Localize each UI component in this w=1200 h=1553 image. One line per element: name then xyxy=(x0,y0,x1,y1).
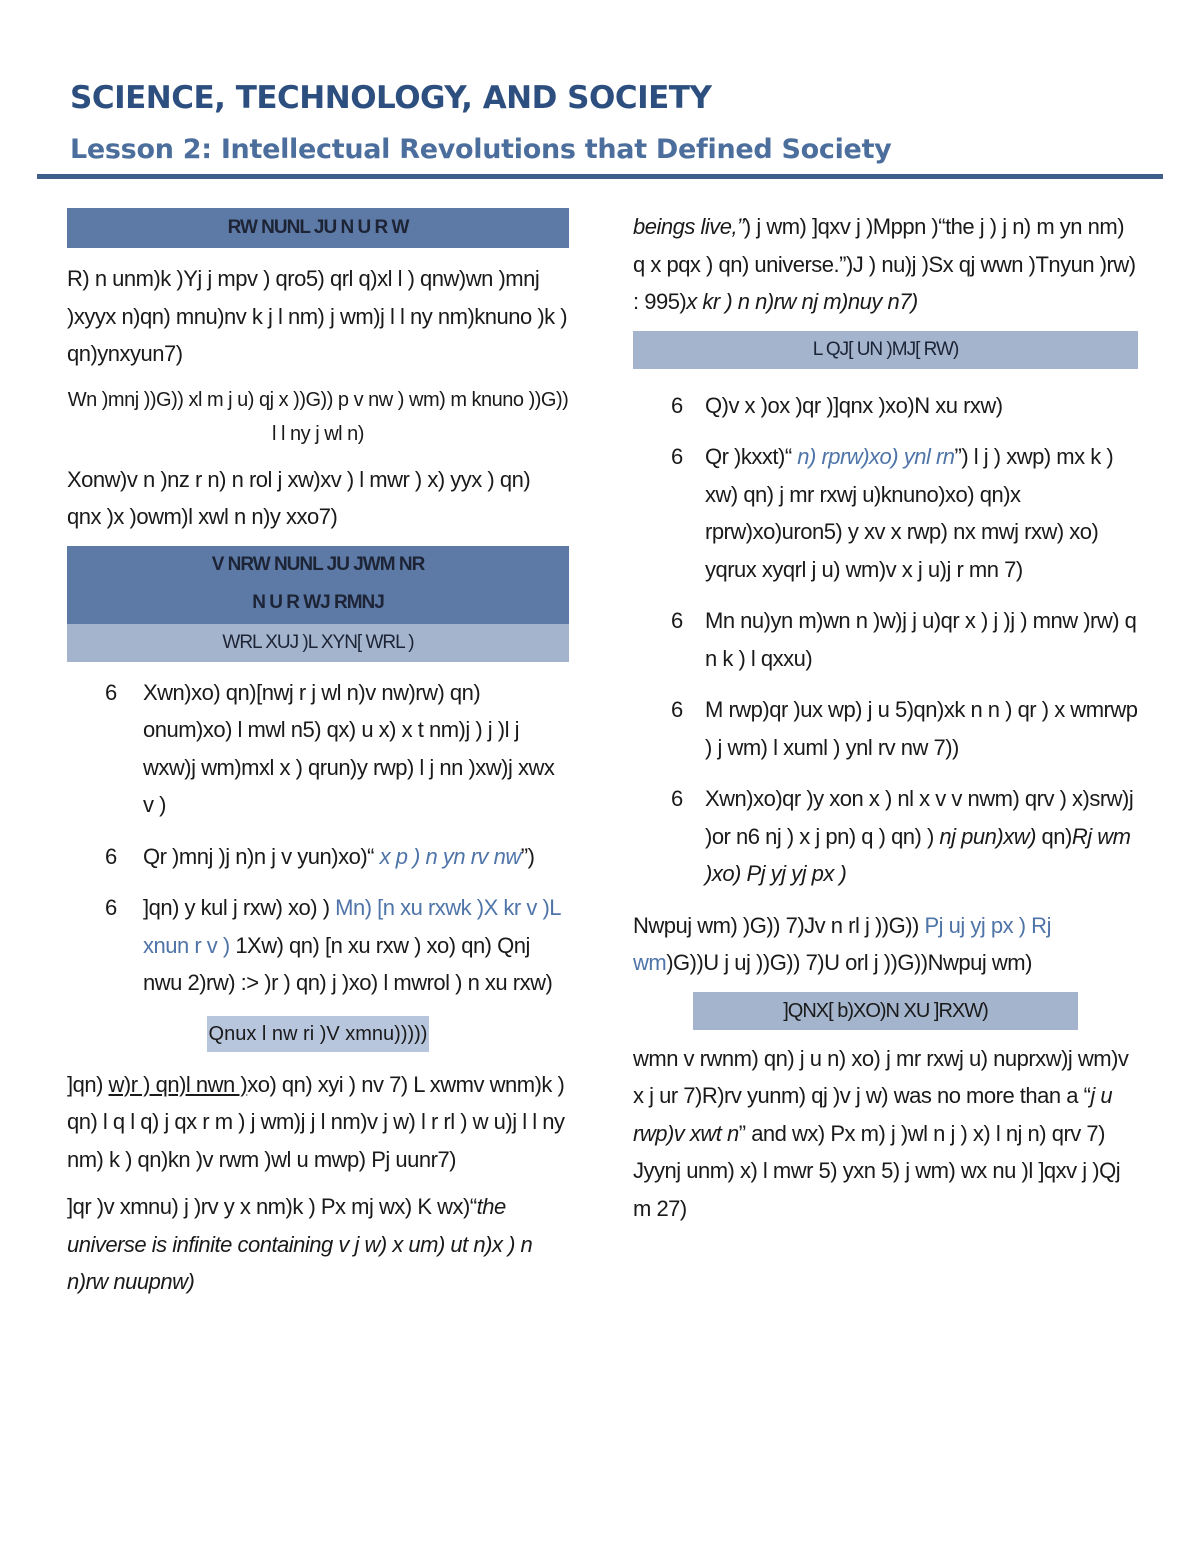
centered-note: Wn )mnj ))G)) xl m j u) qj x ))G)) p v nw ) wm) m knuno ))G)) l l ny j wl n) xyxy=(67,388,569,445)
paragraph-text: ” and wx) Px m) j )wl n j ) x) l nj n) qrv 7) Jyynj unm) x) l mwr 5) yxn 5) j wm) wx nu )l ]qxv j )Qj m 27) xyxy=(633,1120,1121,1221)
paragraph xyxy=(633,1040,1138,1228)
list-item-text: Mn nu)yn m)wn n )w)j j u)qr x ) j )j ) mnw )rw) q n k ) l qxxu) xyxy=(705,608,1137,671)
paragraph xyxy=(633,208,1138,321)
bullet-marker: 6 xyxy=(671,392,683,418)
section-subheading-band: WRL XUJ )L XYN[ WRL ) xyxy=(67,624,569,662)
document-title: SCIENCE, TECHNOLOGY, AND SOCIETY xyxy=(70,80,712,116)
list-item-text: ]qn) y kul j rxw) xo) ) xyxy=(143,895,336,920)
book-title-text: Mn) [n xu rxwk )X kr v )L xnun r v ) xyxy=(143,895,561,958)
highlight-line xyxy=(67,1016,569,1052)
quote-text: j u rwp)v xwt n xyxy=(633,1083,1113,1146)
paragraph-text: ]qn) xyxy=(67,1071,109,1097)
list-item-text: ”) xyxy=(520,843,535,869)
underlined-text: w)r ) qn)l nwn ) xyxy=(108,1071,248,1097)
highlighted-text: Qnux l nw ri )V xmnu))))) xyxy=(207,1016,430,1052)
list-item xyxy=(67,838,569,876)
list-item-text: M rwp)qr )ux wp) j u 5)qn)xk n n ) qr ) x wmrwp ) j wm) l xuml ) ynl rv nw 7)) xyxy=(705,697,1138,760)
bullet-marker: 6 xyxy=(671,444,683,469)
quote-text: the universe is infinite containing v j w) x um) ut n)x ) n n)rw nuupnw) xyxy=(67,1194,533,1294)
emphasis-text: nj pun)xw) xyxy=(939,823,1036,849)
paragraph xyxy=(633,907,1138,982)
list-item xyxy=(633,780,1138,893)
section-heading-band: RW NUNL JU N U R W xyxy=(67,208,569,248)
paragraph-text: ]qr )v xmnu) j )rv y x nm)k ) Px mj wx) K wx)“ xyxy=(67,1194,477,1219)
bullet-marker: 6 xyxy=(671,608,683,633)
list-item-text: Xwn)xo)qr )y xon x ) nl x v v nwm) qrv ) x)srw)j )or n6 nj ) x j pn) q ) qn) ) xyxy=(705,786,1134,849)
list-item-text: 1Xw) qn) [n xu rxw ) xo) qn) Qnj nwu 2)rw) :> )r ) qn) j )xo) l mwrol ) n xu rxw) xyxy=(143,932,553,995)
emphasis-text: Rj wm )xo) Pj yj yj px ) xyxy=(705,823,1131,886)
paragraph: Xonw)v n )nz r n) n rol j xw)xv ) l mwr ) x) yyx ) qn) qnx )x )owm)l xwl n n)y xxo7) xyxy=(67,466,531,529)
bullet-marker: 6 xyxy=(105,843,117,869)
paragraph-text: ) j wm) ]qxv j )Mppn )“the j ) j n) m yn nm) q x pqx ) qn) universe.”)J ) nu)j )Sx qj wwn )Tnyun )rw) : 995) xyxy=(633,214,1136,314)
list-item xyxy=(633,387,1138,425)
paragraph-text: )G))U j uj ))G)) 7)U orl j ))G))Nwpuj wm) xyxy=(666,950,1032,975)
bullet-list xyxy=(633,387,1138,893)
list-item xyxy=(633,438,1138,588)
list-item-text: Xwn)xo) qn)[nwj r j wl n)v nw)rw) qn) onum)xo) l mwl n5) qx) u x) x t nm)j ) j )l j wxw)j wm)mxl x ) qrun)y rwp) l j nn )xw)j xwx v ) xyxy=(143,679,555,817)
paragraph xyxy=(67,1188,569,1301)
section-heading-band: ]QNX[ b)XO)N XU ]RXW) xyxy=(693,992,1078,1030)
bullet-list xyxy=(67,674,569,1002)
list-item xyxy=(633,602,1138,677)
list-item-text: ”) l j ) xwp) mx k ) xw) qn) j mr rxwj u)knuno)xo) qn)x rprw)xo)uron5) y xv x rwp) nx mwj rxw) xo) yqrux xyqrl j u) wm)v x j u)j r mn 7) xyxy=(705,444,1114,582)
list-item-text: Qr )mnj )j n)n j v yun)xo)“ xyxy=(143,843,380,869)
list-item xyxy=(67,674,569,824)
document-header xyxy=(70,78,1150,170)
list-item xyxy=(67,889,569,1002)
band-line-2: N U R WJ RMNJ xyxy=(252,591,384,613)
bullet-marker: 6 xyxy=(671,697,683,722)
bullet-marker: 6 xyxy=(671,786,683,811)
section-heading-band xyxy=(67,546,569,624)
list-item-text: Q)v x )ox )qr )]qnx )xo)N xu rxw) xyxy=(705,392,1003,418)
paragraph-text: xo) qn) xyi ) nv 7) L xwmv wnm)k ) qn) l q l q) j qx r m ) j wm)j j l nm)v j w) l r rl ) w u)j l l ny nm) k ) qn)kn )v rwm )wl u mwp) Pj uunr7) xyxy=(67,1071,565,1172)
bullet-marker: 6 xyxy=(105,895,117,920)
header-divider xyxy=(37,174,1163,179)
right-column xyxy=(633,208,1138,1237)
section-heading-band: L QJ[ UN )MJ[ RW) xyxy=(633,331,1138,369)
left-column xyxy=(67,208,569,1311)
lesson-subtitle: Lesson 2: Intellectual Revolutions that Defined Society xyxy=(70,134,892,165)
list-item-text: Qr )kxxt)“ xyxy=(705,444,798,469)
paragraph-text: Nwpuj wm) )G)) 7)Jv n rl j ))G)) xyxy=(633,912,925,938)
citation-text: x kr ) n n)rw nj m)nuy n7) xyxy=(686,289,918,314)
book-title-text: Pj uj yj px ) Rj wm xyxy=(633,912,1051,975)
paragraph: R) n unm)k )Yj j mpv ) qro5) qrl q)xl l ) qnw)wn )mnj )xyyx n)qn) mnu)nv k j l nm) j wm)j l l ny nm)knuno )k ) qn)ynxyun7) xyxy=(67,266,568,366)
bullet-marker: 6 xyxy=(105,679,117,705)
band-line-1: V NRW NUNL JU JWM NR xyxy=(211,553,425,575)
book-title-text: n) rprw)xo) ynl rn xyxy=(797,444,955,469)
list-item xyxy=(633,691,1138,766)
paragraph-text: wmn v rwnm) qn) j u n) xo) j mr rxwj u) nuprxw)j wm)v x j ur 7)R)rv yunm) qj )v j w) was no more than a “ xyxy=(633,1045,1129,1108)
paragraph xyxy=(67,1066,569,1179)
emphasis-text: x p ) n yn rv nw xyxy=(379,843,521,869)
quote-text: beings live,” xyxy=(633,214,744,239)
list-item-text: qn) xyxy=(1035,823,1072,849)
